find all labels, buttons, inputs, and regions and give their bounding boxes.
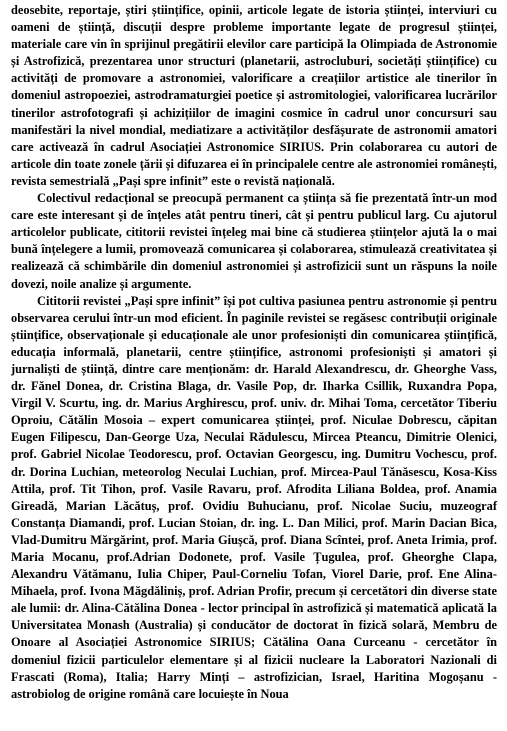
paragraph-editorial-team: Colectivul redacțional se preocupă permanent ca știința să fie prezentată într-un mod care este interesant și de înțeles atât pentru tineri, cât și pentru publicul larg. Cu ajutorul articolelor publicate, cititorii revistei înțeleg mai bine că studierea științelor ajută la o mai bună înțelegere a lumii, promovează comunicarea și colaborarea, stimulează creativitatea și realizează că schimbările din domeniul astronomiei și astrofizicii sunt un răspuns la noile dovezi, noile analize și argumente. xyxy=(11,191,497,291)
paragraph-readers-contributors: Cititorii revistei „Pași spre infinit” își pot cultiva pasiunea pentru astronomie și pentru observarea cerului într-un mod eficient. În paginile revistei se regăsesc contribuții originale științifice, observaționale și educaționale ale unor profesioniști din comunicarea științifică, educația informală, planetarii, centre științifice, astronomi profesioniști și amatori și jurnaliști de știință, dintre care menționăm: dr. Harald Alexandrescu, dr. Gheorghe Vass, dr. Fănel Donea, dr. Cristina Blaga, dr. Vasile Pop, dr. Iharka Csillik, Ruxandra Popa, Virgil V. Scurtu, ing. dr. Marius Arghirescu, prof. univ. dr. Mihai Toma, cercetător Tiberiu Oproiu, Cătălin Mosoia – expert comunicarea științei, prof. Niculae Dobrescu, căpitan Eugen Filipescu, Dan-George Uza, Neculai Rădulescu, Mircea Pteancu, Dimitrie Olenici, prof. Gabriel Nicolae Teodorescu, prof. Octavian Georgescu, ing. Dumitru Vochescu, prof. dr. Dorina Luchian, meteorolog Neculai Luchian, prof. Mircea-Paul Tănăsescu, Kosa-Kiss Attila, prof. Tit Tihon, prof. Vasile Ravaru, prof. Afrodita Liliana Boldea, prof. Anamia Gireadă, Marian Lăcătuș, prof. Ovidiu Buhucianu, prof. Nicolae Suciu, muzeograf Constanța Diamandi, prof. Lucian Stoian, dr. ing. L. Dan Milici, prof. Marin Dacian Bica, Vlad-Dumitru Mărgărint, prof. Maria Giușcă, prof. Diana Scîntei, prof. Aneta Irimia, prof. Maria Mocanu, prof.Adrian Dodonete, prof. Vasile Țugulea, prof. Gheorghe Clapa, Alexandru Vătămanu, Iulia Chiper, Paul-Corneliu Tofan, Viorel Darie, prof. Ene Alina-Mihaela, prof. Ivona Măgdăliniș, prof. Adrian Profir, precum și cercetători din diverse state ale lumii: dr. Alina-Cătălina Donea - lector principal în astrofizică și matematică aplicată la Universitatea Monash (Australia) și conducător de doctorat în fizică solară, Membru de Onoare al Asociației Astronomice SIRIUS; Cătălina Oana Curceanu - cercetător în domeniul fizicii particulelor elementare și al fizicii nucleare la Laboratori Nazionali di Frascati (Roma), Italia; Harry Minți – astrofizician, Israel, Haritina Mogoșanu - astrobiolog de origine română care locuiește în Noua xyxy=(11,293,497,701)
paragraph-intro: deosebite, reportaje, știri științifice, opinii, articole legate de istoria științei, interviuri cu oameni de știință, discuții despre probleme importante legate de progresul științei, materiale care vin în sprijinul pregătirii elevilor care participă la Olimpiada de Astronomie și Astrofizică, prezentarea unor structuri (planetarii, astrocluburi, societăți științifice) cu activități de promovare a astronomiei, valorificare a creațiilor artistice ale tinerilor în domeniul astropoeziei, astrodramaturgiei poetice și astromitologiei, valorificarea lucrărilor tinerilor astrofotografi și achizițiilor de imagini cosmice în cadrul unor concursuri sau manifestări la nivel mondial, mediatizare a activităților desfășurate de astronomii amatori care activează în cadrul Asociației Astronomice SIRIUS. Prin colaborarea cu autori de articole din toate zonele țării și difuzarea ei în principalele centre ale astronomiei românești, revista semestrială „Pași spre infinit” este o revistă națională. xyxy=(11,3,497,188)
